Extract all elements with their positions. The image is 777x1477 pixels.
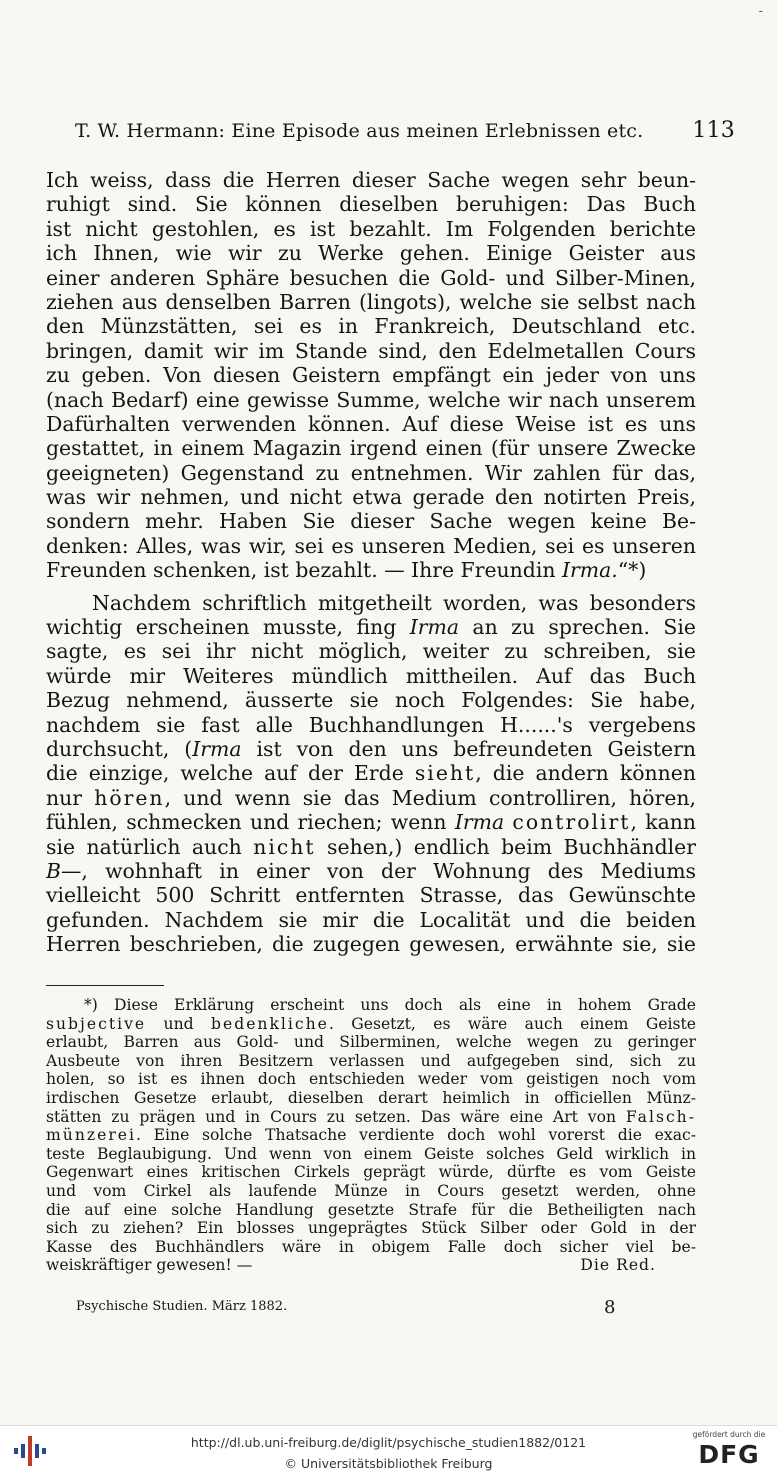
italic-name: Irma <box>192 736 242 761</box>
spaced-word: subjective <box>46 1014 147 1033</box>
footnote-line: Gegenwart eines kritischen Cirkels geprägt würde, dürfte es vom Geiste <box>46 1163 696 1182</box>
corner-mark: - <box>758 4 763 18</box>
text-line: gestattet, in einem Magazin irgend einen (für unsere Zwecke <box>46 436 696 461</box>
text-line <box>46 737 696 761</box>
footnote-line: irdischen Gesetze erlaubt, dieselben derart heimlich in officiellen Münz- <box>46 1088 696 1107</box>
footnote <box>46 996 696 1275</box>
footnote-line: und vom Cirkel als laufende Münze in Cours gesetzt werden, ohne <box>46 1181 696 1200</box>
text-line: ziehen aus denselben Barren (lingots), welche sie selbst nach <box>46 289 696 314</box>
text-span: weiskräftiger gewesen! — <box>46 1256 253 1275</box>
text-line: sagte, es sei ihr nicht möglich, weiter zu schreiben, sie <box>46 639 696 664</box>
text-line: Bezug nehmend, äusserte sie noch Folgendes: Sie habe, <box>46 688 696 713</box>
text-line: nachdem sie fast alle Buchhandlungen H......'s vergebens <box>46 712 696 737</box>
text-line <box>46 761 696 785</box>
header-title: T. W. Hermann: Eine Episode aus meinen Erlebnissen etc. <box>75 120 644 142</box>
text-line: ist nicht gestohlen, es ist bezahlt. Im Folgenden berichte <box>46 216 696 241</box>
text-span: sehen,) endlich beim Buchhändler <box>315 834 696 859</box>
dfg-logo: DFG <box>698 1440 760 1469</box>
text-line <box>46 810 696 834</box>
spaced-word: hören <box>94 785 165 810</box>
italic-name: B— <box>46 858 82 883</box>
text-line: ruhigt sind. Sie können dieselben beruhigen: Das Buch <box>46 192 696 217</box>
text-span: stätten zu prägen und in Cours zu setzen. Das wäre eine Art von <box>46 1107 626 1126</box>
footnote-line: die auf eine solche Handlung gesetzte Strafe für die Betheiligten nach <box>46 1200 696 1219</box>
spaced-word: bedenkliche <box>211 1014 329 1033</box>
footnote-ref: “*) <box>617 558 647 583</box>
italic-name: Irma. <box>561 558 618 583</box>
text-span: an zu sprechen. Sie <box>458 615 696 640</box>
text-span: , die andern können <box>475 761 696 786</box>
footnote-line: erlaubt, Barren aus Gold- und Silberminen, welche wegen zu geringer <box>46 1033 696 1052</box>
footnote-line: *) Diese Erklärung erscheint uns doch als eine in hohem Grade <box>84 996 696 1014</box>
text-span: . Gesetzt, es wäre auch einem Geiste <box>328 1014 696 1033</box>
footnote-line: Kasse des Buchhändlers wäre in obigem Falle doch sicher viel be- <box>46 1237 696 1256</box>
text-line <box>46 615 696 639</box>
text-span: durchsucht, ( <box>46 736 193 761</box>
editor-signature: Die Red. <box>580 1256 656 1275</box>
text-line: zu geben. Von diesen Geistern empfängt ein jeder von uns <box>46 363 696 388</box>
journal-name: Psychische Studien. März 1882. <box>76 1299 288 1314</box>
text-span: fühlen, schmecken und riechen; wenn <box>46 810 455 835</box>
footnote-divider <box>46 985 164 986</box>
text-line: denken: Alles, was wir, sei es unseren Medien, sei es unseren <box>46 533 696 558</box>
text-line: ich Ihnen, wie wir zu Werke gehen. Einige Geister aus <box>46 241 696 266</box>
footnote-line <box>46 1126 696 1145</box>
text-line <box>46 786 696 810</box>
text-line <box>46 835 696 859</box>
text-line: Dafürhalten verwenden können. Auf diese Weise ist es uns <box>46 411 696 436</box>
permalink-url[interactable]: http://dl.ub.uni-freiburg.de/diglit/psychische_studien1882/0121 <box>190 1435 587 1450</box>
text-line: sondern mehr. Haben Sie dieser Sache wegen keine Be- <box>46 509 696 534</box>
spaced-word: Falsch- <box>625 1107 696 1126</box>
running-header <box>75 118 735 148</box>
copyright-notice: © Universitätsbibliothek Freiburg <box>284 1456 493 1471</box>
footnote-line: sich zu ziehen? Ein blosses ungeprägtes Stück Silber oder Gold in der <box>46 1219 696 1238</box>
text-line: Ich weiss, dass die Herren dieser Sache wegen sehr beun- <box>46 168 696 192</box>
page-footer <box>76 1297 636 1319</box>
sheet-number: 8 <box>604 1297 616 1318</box>
text-line: würde mir Weiteres mündlich mittheilen. Auf das Buch <box>46 663 696 688</box>
text-line: bringen, damit wir im Stande sind, den Edelmetallen Cours <box>46 338 696 363</box>
text-span: , und wenn sie das Medium controlliren, hören, <box>164 785 696 810</box>
text-line <box>46 859 696 883</box>
footnote-line: holen, so ist es ihnen doch entschieden weder vom geistigen noch vom <box>46 1070 696 1089</box>
text-line: Nachdem schriftlich mitgetheilt worden, was besonders <box>92 590 696 615</box>
footnote-line <box>46 1015 696 1034</box>
spaced-word: münzerei <box>46 1126 136 1145</box>
text-line: einer anderen Sphäre besuchen die Gold- und Silber-Minen, <box>46 265 696 290</box>
text-line: gefunden. Nachdem sie mir die Localität und die beiden <box>46 907 696 932</box>
spaced-word: sieht <box>414 761 476 786</box>
italic-name: Irma <box>409 615 459 640</box>
text-span: ist von den uns befreundeten Geistern <box>241 736 696 761</box>
body-text <box>46 168 696 957</box>
text-line: (nach Bedarf) eine gewisse Summe, welche wir nach unserem <box>46 387 696 412</box>
italic-name: Irma <box>454 810 505 835</box>
page-number: 113 <box>692 118 735 143</box>
dfg-badge <box>689 1430 769 1474</box>
footnote-line: teste Beglaubigung. Und wenn von einem Geiste solches Geld wirklich in <box>46 1144 696 1163</box>
footnote-line: Ausbeute von ihren Besitzern verlassen und aufgegeben sind, sich zu <box>46 1051 696 1070</box>
dfg-funding-note: gefördert durch die <box>692 1430 766 1439</box>
spaced-word: nicht <box>253 834 316 859</box>
text-line: vielleicht 500 Schritt entfernten Strasse, das Gewünschte <box>46 883 696 908</box>
viewer-footer <box>0 1425 777 1477</box>
text-span: , kann <box>630 810 696 835</box>
text-span: die einzige, welche auf der Erde <box>46 761 415 786</box>
text-line <box>46 558 696 582</box>
text-line: Herren beschrieben, die zugegen gewesen, erwähnte sie, sie <box>46 932 696 957</box>
text-line: was wir nehmen, und nicht etwa gerade den notirten Preis, <box>46 485 696 510</box>
spaced-word: controlirt <box>512 810 631 835</box>
text-span: nur <box>46 785 95 810</box>
text-span: . Eine solche Thatsache verdiente doch wohl vorerst die exac- <box>136 1126 696 1145</box>
text-span: und <box>146 1014 211 1033</box>
text-span: wichtig erscheinen musste, fing <box>46 615 410 640</box>
text-line: geeigneten) Gegenstand zu entnehmen. Wir zahlen für das, <box>46 460 696 485</box>
text-span: Freunden schenken, ist bezahlt. — Ihre Freundin <box>46 558 562 583</box>
footnote-line <box>46 1256 696 1275</box>
footnote-line <box>46 1108 696 1127</box>
text-line: den Münzstätten, sei es in Frankreich, Deutschland etc. <box>46 314 696 339</box>
text-span: sie natürlich auch <box>46 834 254 859</box>
text-span: , wohnhaft in einer von der Wohnung des Mediums <box>81 858 696 883</box>
